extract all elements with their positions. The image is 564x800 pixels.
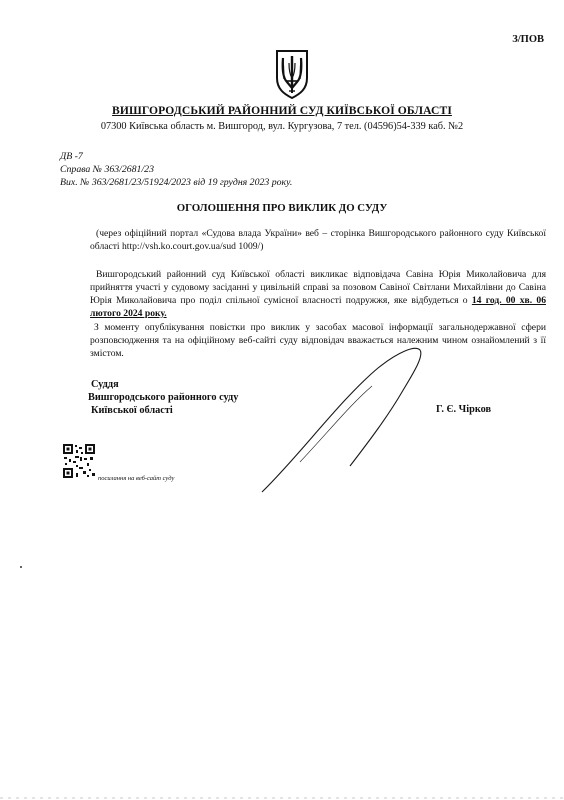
paragraph-portal: (через офіційний портал «Судова влада України» веб – сторінка Вишгородського районного суду Київської області http://vsh.ko.court.gov.ua/sud 1009/)	[90, 228, 546, 252]
signer-region: Київської області	[91, 405, 173, 416]
outgoing-number: Вих. № 363/2681/23/51924/2023 від 19 грудня 2023 року.	[60, 177, 293, 188]
qr-code-icon	[62, 443, 96, 479]
document-code: З/ПОВ	[512, 34, 544, 45]
signer-block	[88, 378, 238, 417]
court-address: 07300 Київська область м. Вишгород, вул. Кургузова, 7 тел. (04596)54-339 каб. №2	[100, 121, 464, 132]
scan-speck	[20, 566, 22, 568]
paragraph-summons	[90, 268, 546, 320]
court-name: ВИШГОРОДСЬКИЙ РАЙОННИЙ СУД КИЇВСЬКОЇ ОБЛАСТІ	[112, 104, 452, 117]
case-number: Справа № 363/2681/23	[60, 164, 154, 175]
qr-caption: посилання на веб-сайт суду	[98, 475, 175, 482]
summons-text: Вишгородський районний суд Київської області викликає відповідача Савіна Юрія Миколайовича для прийняття участі у судовому засіданні у цивільній справі за позовом Савіної Світлани Михайлівни до Савіна Юрія Миколайовича про поділ спільної сумісної власності подружжя, яке відбудеться о	[90, 269, 546, 306]
paragraph-notice: З моменту опублікування повістки про виклик у засобах масової інформації загальнодержавної сфери розповсюдження та на офіційному веб-сайті суду відповідач вважається належним чином ознайомлений з її змістом.	[90, 322, 546, 359]
scan-edge-artifact	[0, 793, 564, 800]
document-heading: ОГОЛОШЕННЯ ПРО ВИКЛИК ДО СУДУ	[176, 202, 388, 214]
hearing-date: 14 год. 00 хв. 06 лютого 2024 року.	[90, 295, 546, 319]
signer-court: Вишгородського районного суду	[88, 392, 239, 403]
signer-title: Суддя	[91, 379, 119, 390]
meta-code: ДВ -7	[60, 151, 83, 162]
trident-coat-of-arms-icon	[273, 48, 311, 100]
judge-name: Г. Є. Чірков	[436, 404, 492, 415]
document-meta	[60, 150, 292, 189]
